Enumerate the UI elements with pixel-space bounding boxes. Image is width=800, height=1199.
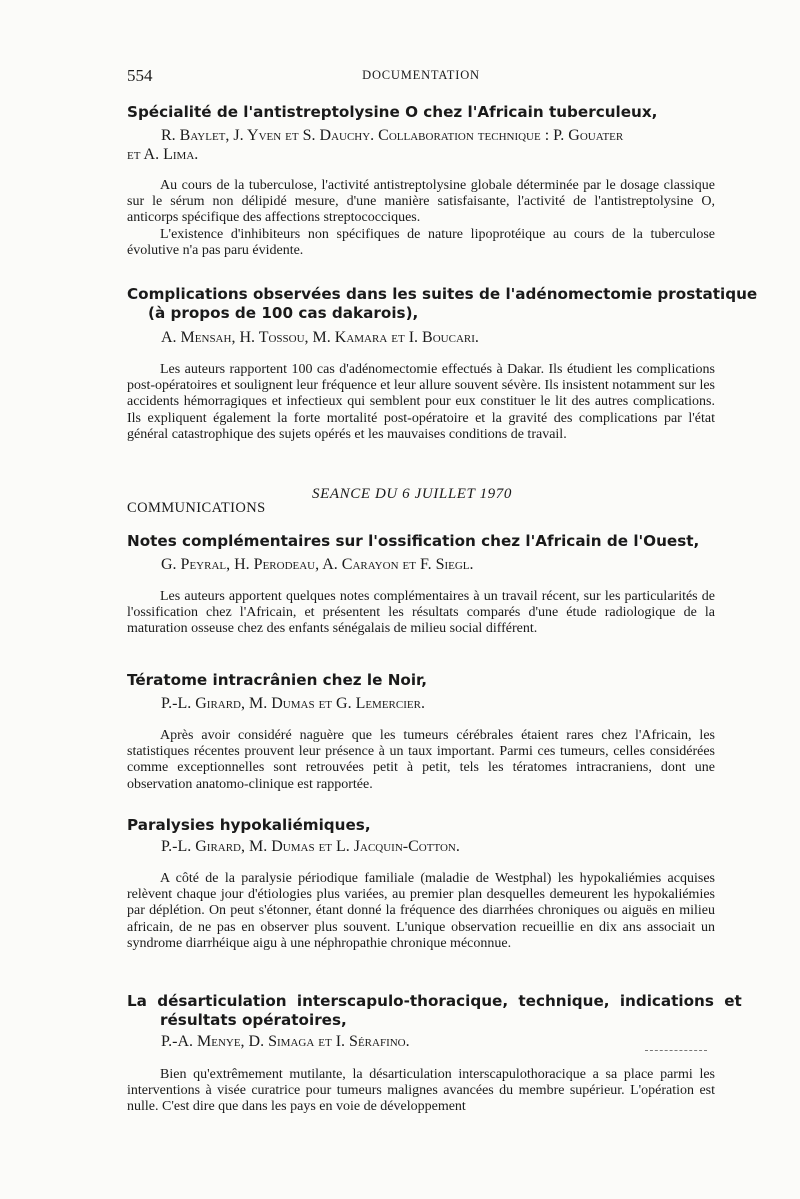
article-authors: R. Baylet, J. Yven et S. Dauchy. Collaboration technique : P. Gouater [161, 127, 624, 144]
article-title: Complications observées dans les suites de l'adénomectomie prostatique [127, 285, 758, 303]
article-abstract [127, 1067, 715, 1116]
article-title: La désarticulation interscapulo-thoracique, technique, indications et [127, 992, 742, 1010]
scan-mark [645, 1050, 707, 1051]
article-abstract [127, 362, 715, 443]
article-authors: G. Peyral, H. Perodeau, A. Carayon et F. Siegl. [161, 556, 474, 573]
article-abstract [127, 589, 715, 638]
article-title: Spécialité de l'antistreptolysine O chez l'Africain tuberculeux, [127, 103, 658, 121]
article-title: Tératome intracrânien chez le Noir, [127, 671, 428, 689]
article-title: Notes complémentaires sur l'ossification chez l'Africain de l'Ouest, [127, 532, 700, 550]
article-antistreptolysine [127, 103, 727, 122]
abstract-paragraph: L'existence d'inhibiteurs non spécifiques de nature lipoprotéique au cours de la tuberculose évolutive n'a pas paru évidente. [127, 226, 715, 258]
article-authors: P.-A. Menye, D. Simaga et I. Sérafino. [161, 1033, 410, 1050]
running-header [127, 66, 715, 86]
article-authors-continued: et A. Lima. [127, 146, 199, 163]
article-title-continued: résultats opératoires, [160, 1011, 347, 1029]
abstract-paragraph: A côté de la paralysie périodique familiale (maladie de Westphal) les hypokaliémies acquises relèvent chaque jour d'étiologies plus variées, au premier plan desquelles demeurent les hypokaliémies par déplétion. On peut s'étonner, étant donné la fréquence des diarrhées chroniques ou aiguës en milieu africain, de ne pas en observer plus souvent. L'unique observation recueillie en dix ans associait un syndrome diarrhéique aigu à une néphropathie chronique méconnue. [127, 871, 715, 951]
section-heading: COMMUNICATIONS [127, 500, 266, 516]
article-teratome [127, 671, 727, 690]
article-abstract [127, 871, 715, 952]
running-title: DOCUMENTATION [362, 68, 480, 82]
article-title: Paralysies hypokaliémiques, [127, 816, 371, 834]
article-adenomectomie [127, 285, 758, 323]
article-paralysies [127, 816, 727, 835]
article-title-continued: (à propos de 100 cas dakarois), [148, 304, 419, 322]
article-abstract [127, 728, 715, 793]
article-authors: A. Mensah, H. Tossou, M. Kamara et I. Boucari. [161, 329, 479, 346]
article-authors: P.-L. Girard, M. Dumas et G. Lemercier. [161, 695, 425, 712]
abstract-paragraph: Les auteurs rapportent 100 cas d'adénomectomie effectués à Dakar. Ils étudient les complications post-opératoires et soulignent leur fréquence et leur allure souvent sévère. Ils insistent notamment sur les accidents hémorragiques et infectieux qui semblent pour eux constituer le lit des autres complications. Ils expliquent également la forte mortalité post-opératoire et la gravité des complications par l'état général catastrophique des sujets opérés et les mauvaises conditions de travail. [127, 362, 715, 442]
abstract-paragraph: Bien qu'extrêmement mutilante, la désarticulation interscapulothoracique a sa place parmi les interventions à visée curatrice pour tumeurs malignes avancées du membre supérieur. L'opération est nulle. C'est dire que dans les pays en voie de développement [127, 1067, 715, 1115]
session-heading: SEANCE DU 6 JUILLET 1970 [312, 486, 512, 502]
page-number: 554 [127, 66, 153, 85]
article-abstract [127, 178, 715, 259]
abstract-paragraph: Les auteurs apportent quelques notes complémentaires à un travail récent, sur les particularités de l'ossification chez l'Africain, et présentent les résultats comparés d'une étude radiologique de la maturation osseuse chez des enfants sénégalais de milieu social différent. [127, 589, 715, 637]
abstract-paragraph: Au cours de la tuberculose, l'activité antistreptolysine globale déterminée par le dosage classique sur le sérum non délipidé mesure, d'une manière satisfaisante, l'activité de l'antistreptolysine O, anticorps spécifique des affections streptococciques. [127, 178, 715, 226]
article-desarticulation [127, 992, 742, 1030]
article-ossification [127, 532, 727, 551]
abstract-paragraph: Après avoir considéré naguère que les tumeurs cérébrales étaient rares chez l'Africain, les statistiques récentes prouvent leur présence à un taux important. Parmi ces tumeurs, celles considérées comme exceptionnelles sont retrouvées petit à petit, tels les tératomes intracraniens, dont une observation anatomo-clinique est rapportée. [127, 728, 715, 792]
article-authors: P.-L. Girard, M. Dumas et L. Jacquin-Cotton. [161, 838, 460, 855]
